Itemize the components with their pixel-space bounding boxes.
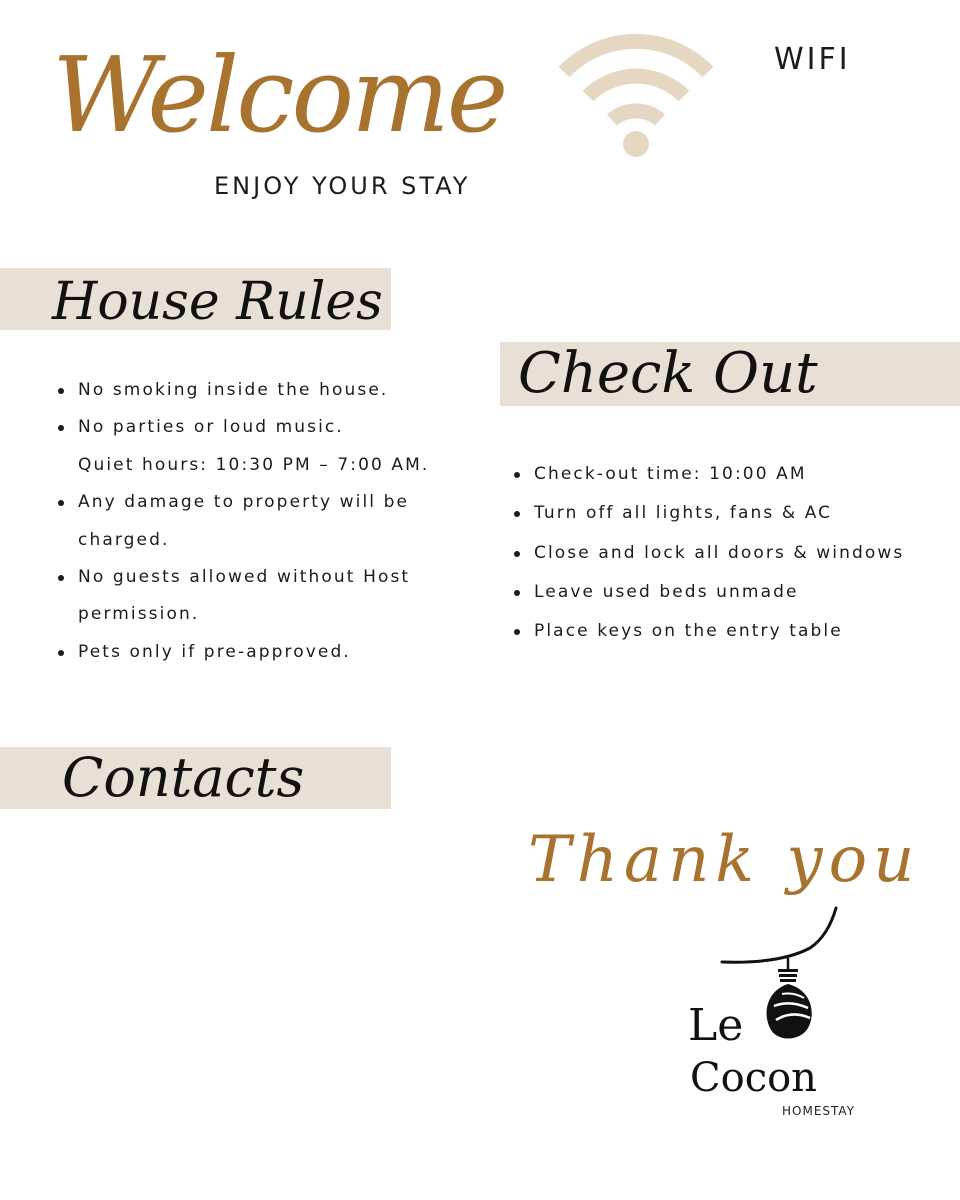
list-item: Leave used beds unmade [514, 573, 960, 612]
list-item: Any damage to property will be charged. [58, 484, 478, 559]
list-item: No parties or loud music. Quiet hours: 10:30 PM – 7:00 AM. [58, 409, 478, 484]
logo-wordmark-cocon: Cocon [690, 1055, 817, 1101]
list-item: No guests allowed without Host permission. [58, 559, 478, 634]
list-item: Close and lock all doors & windows [514, 534, 960, 573]
welcome-title: Welcome [52, 34, 506, 156]
list-item: Place keys on the entry table [514, 612, 960, 651]
logo-tagline: HOMESTAY [782, 1104, 856, 1118]
quiet-hours-note: Quiet hours: 10:30 PM – 7:00 AM. [78, 454, 430, 475]
wifi-label: WIFI [774, 42, 851, 77]
house-rules-list [58, 372, 478, 671]
thank-you-text: Thank you [528, 823, 921, 897]
check-out-heading: Check Out [518, 341, 818, 406]
list-item: Pets only if pre-approved. [58, 634, 478, 671]
logo-wordmark-le: Le [688, 1000, 744, 1051]
list-item: Check-out time: 10:00 AM [514, 455, 960, 494]
house-rules-heading: House Rules [52, 272, 383, 332]
check-out-list [514, 455, 960, 651]
wifi-icon [556, 30, 716, 160]
list-item: Turn off all lights, fans & AC [514, 494, 960, 533]
contacts-heading: Contacts [62, 746, 305, 809]
enjoy-subtitle: ENJOY YOUR STAY [214, 172, 471, 200]
list-item: No smoking inside the house. [58, 372, 478, 409]
